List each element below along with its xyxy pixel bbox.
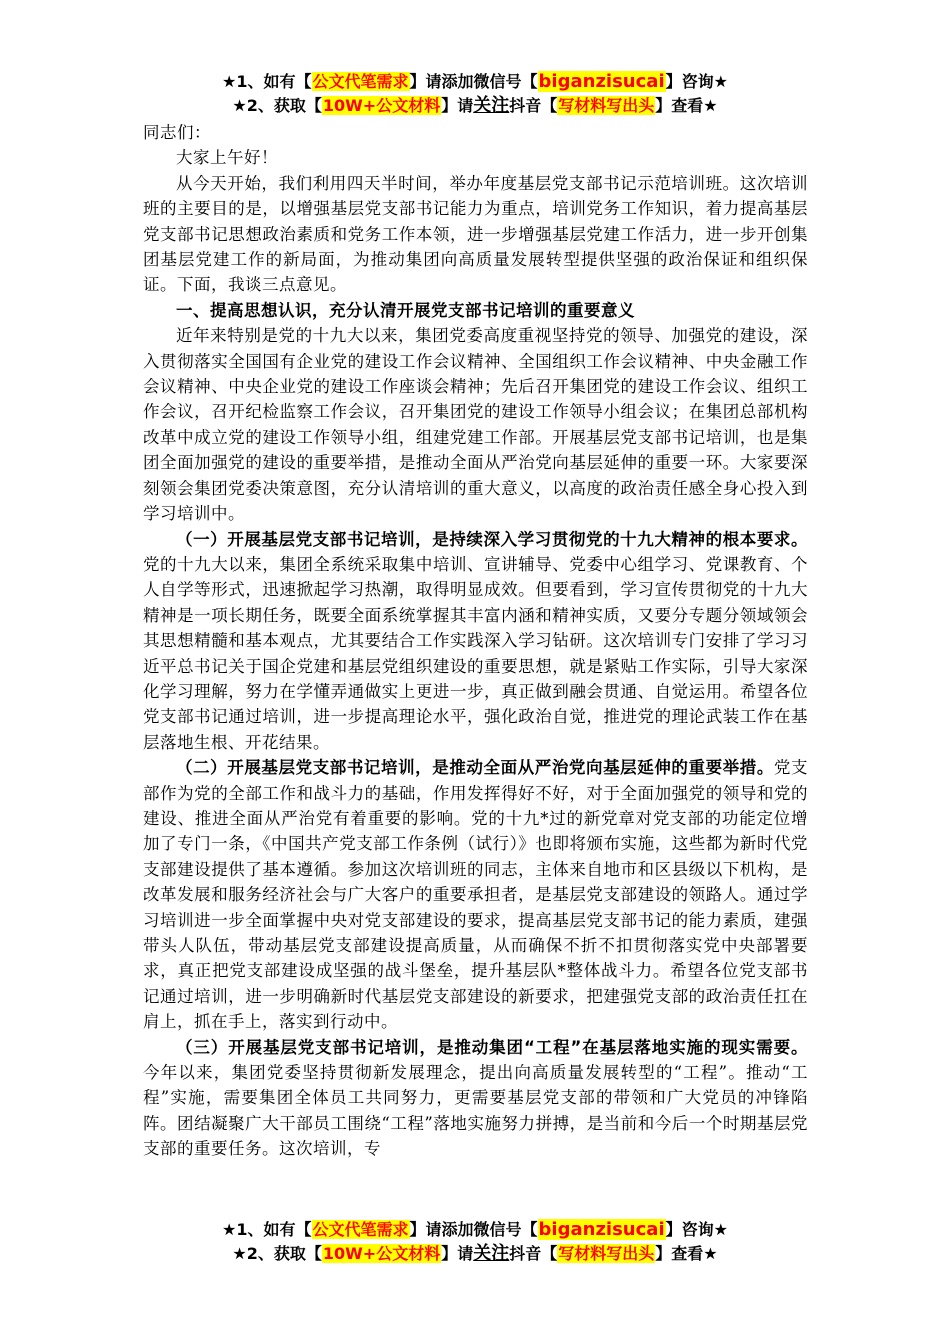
banner-text: ★2、获取【	[232, 1244, 322, 1263]
banner-text: 】查看★	[655, 1244, 718, 1263]
banner-text: ★1、如有【	[222, 1220, 312, 1239]
paragraph	[143, 755, 808, 1034]
banner-highlight: 公文代笔需求	[312, 1220, 409, 1239]
banner-text: 抖音【	[509, 1244, 558, 1263]
salutation: 同志们：	[143, 123, 211, 142]
banner-highlight: 公文代笔需求	[312, 72, 409, 91]
paragraph-text: 党支部作为党的全部工作和战斗力的基础，作用发挥得好不好，对于全面加强党的领导和党的建设、推进全面从严治党有着重要的影响。党的十九*过的新党章对党支部的功能定位增加了专门一条，《中国共产党支部工作条例（试行）》也即将颁布实施，这些都为新时代党支部建设提供了基本遵循。参加这次培训班的同志，主体来自地市和区县级以下机构，是改革发展和服务经济社会与广大客户的重要承担者，是基层党支部建设的领路人。通过学习培训进一步全面掌握中央对党支部建设的要求，提高基层党支部书记的能力素质，建强带头人队伍，带动基层党支部建设提高质量，从而确保不折不扣贯彻落实党中央部署要求，真正把党支部建设成坚强的战斗堡垒，提升基层队*整体战斗力。希望各位党支部书记通过培训，进一步明确新时代基层党支部建设的新要求，把建强党支部的政治责任扛在肩上，抓在手上，落实到行动中。	[143, 758, 809, 1032]
promo-banner-line-1	[0, 1218, 950, 1242]
paragraph: 近年来特别是党的十九大以来，集团党委高度重视坚持党的领导、加强党的建设，深入贯彻落实全国国有企业党的建设工作会议精神、全国组织工作会议精神、中央金融工作会议精神、中央企业党的建设工作座谈会精神；先后召开集团党的建设工作会议、组织工作会议，召开纪检监察工作会议，召开集团党的建设工作领导小组会议；在集团总部机构改革中成立党的建设工作领导小组，组建党建工作部。开展基层党支部书记培训，也是集团全面加强党的建设的重要举措，是推动全面从严治党向基层延伸的重要一环。大家要深刻领会集团党委决策意图，充分认清培训的重大意义，以高度的政治责任感全身心投入到学习培训中。	[143, 326, 808, 524]
subsection-heading: （三）开展基层党支部书记培训，是推动集团“工程”在基层落地实施的现实需要。	[176, 1037, 808, 1057]
banner-text: 】查看★	[655, 96, 718, 115]
subsection-heading: （二）开展基层党支部书记培训，是推动全面从严治党向基层延伸的重要举措。	[176, 758, 774, 778]
paragraph	[143, 527, 808, 756]
subsection-heading: （一）开展基层党支部书记培训，是持续深入学习贯彻党的十九大精神的根本要求。	[176, 529, 808, 549]
banner-underline: 关注	[473, 95, 510, 116]
greeting: 大家上午好！	[176, 148, 278, 168]
banner-highlight: biganzisucai	[538, 1219, 665, 1240]
banner-text: 】请添加微信号【	[409, 1220, 538, 1239]
section-heading: 一、提高思想认识，充分认清开展党支部书记培训的重要意义	[176, 300, 635, 320]
banner-text: 抖音【	[509, 96, 558, 115]
banner-text: 】请	[441, 96, 474, 115]
banner-text: 】请添加微信号【	[409, 72, 538, 91]
paragraph	[143, 1035, 808, 1162]
banner-underline: 关注	[473, 1243, 510, 1264]
banner-text: ★2、获取【	[232, 96, 322, 115]
document-body	[143, 120, 808, 1162]
banner-highlight: 写材料写出头	[558, 1244, 655, 1263]
promo-banner-line-2	[0, 94, 950, 118]
banner-text: 】咨询★	[665, 72, 728, 91]
banner-highlight: 写材料写出头	[558, 96, 655, 115]
banner-highlight: 10W+公文材料	[322, 96, 441, 115]
promo-banner-line-2	[0, 1242, 950, 1266]
banner-highlight: biganzisucai	[538, 71, 665, 92]
paragraph-text: 党的十九大以来，集团全系统采取集中培训、宣讲辅导、党委中心组学习、党课教育、个人自学等形式，迅速掀起学习热潮，取得明显成效。但要看到，学习宣传贯彻党的十九大精神是一项长期任务，既要全面系统掌握其丰富内涵和精神实质，又要分专题分领域领会其思想精髓和基本观点，尤其要结合工作实践深入学习钻研。这次培训专门安排了学习习近平总书记关于国企党建和基层党组织建设的重要思想，就是紧贴工作实际，引导大家深化学习理解，努力在学懂弄通做实上更进一步，真正做到融会贯通、自觉运用。希望各位党支部书记通过培训，进一步提高理论水平，强化政治自觉，推进党的理论武装工作在基层落地生根、开花结果。	[143, 554, 808, 752]
banner-text: ★1、如有【	[222, 72, 312, 91]
banner-text: 】请	[441, 1244, 474, 1263]
paragraph-intro: 从今天开始，我们利用四天半时间，举办年度基层党支部书记示范培训班。这次培训班的主要目的是，以增强基层党支部书记能力为重点，培训党务工作知识，着力提高基层党支部书记思想政治素质和党务工作本领，进一步增强基层党建工作活力，进一步开创集团基层党建工作的新局面，为推动集团向高质量发展转型提供坚强的政治保证和组织保证。下面，我谈三点意见。	[143, 173, 808, 295]
banner-text: 】咨询★	[665, 1220, 728, 1239]
banner-highlight: 10W+公文材料	[322, 1244, 441, 1263]
paragraph-text: 今年以来，集团党委坚持贯彻新发展理念，提出向高质量发展转型的“工程”。推动“工程”实施，需要集团全体员工共同努力，更需要基层党支部的带领和广大党员的冲锋陷阵。团结凝聚广大干部员工围绕“工程”落地实施努力拼搏，是当前和今后一个时期基层党支部的重要任务。这次培训，专	[143, 1063, 808, 1159]
promo-banner-line-1	[0, 70, 950, 94]
